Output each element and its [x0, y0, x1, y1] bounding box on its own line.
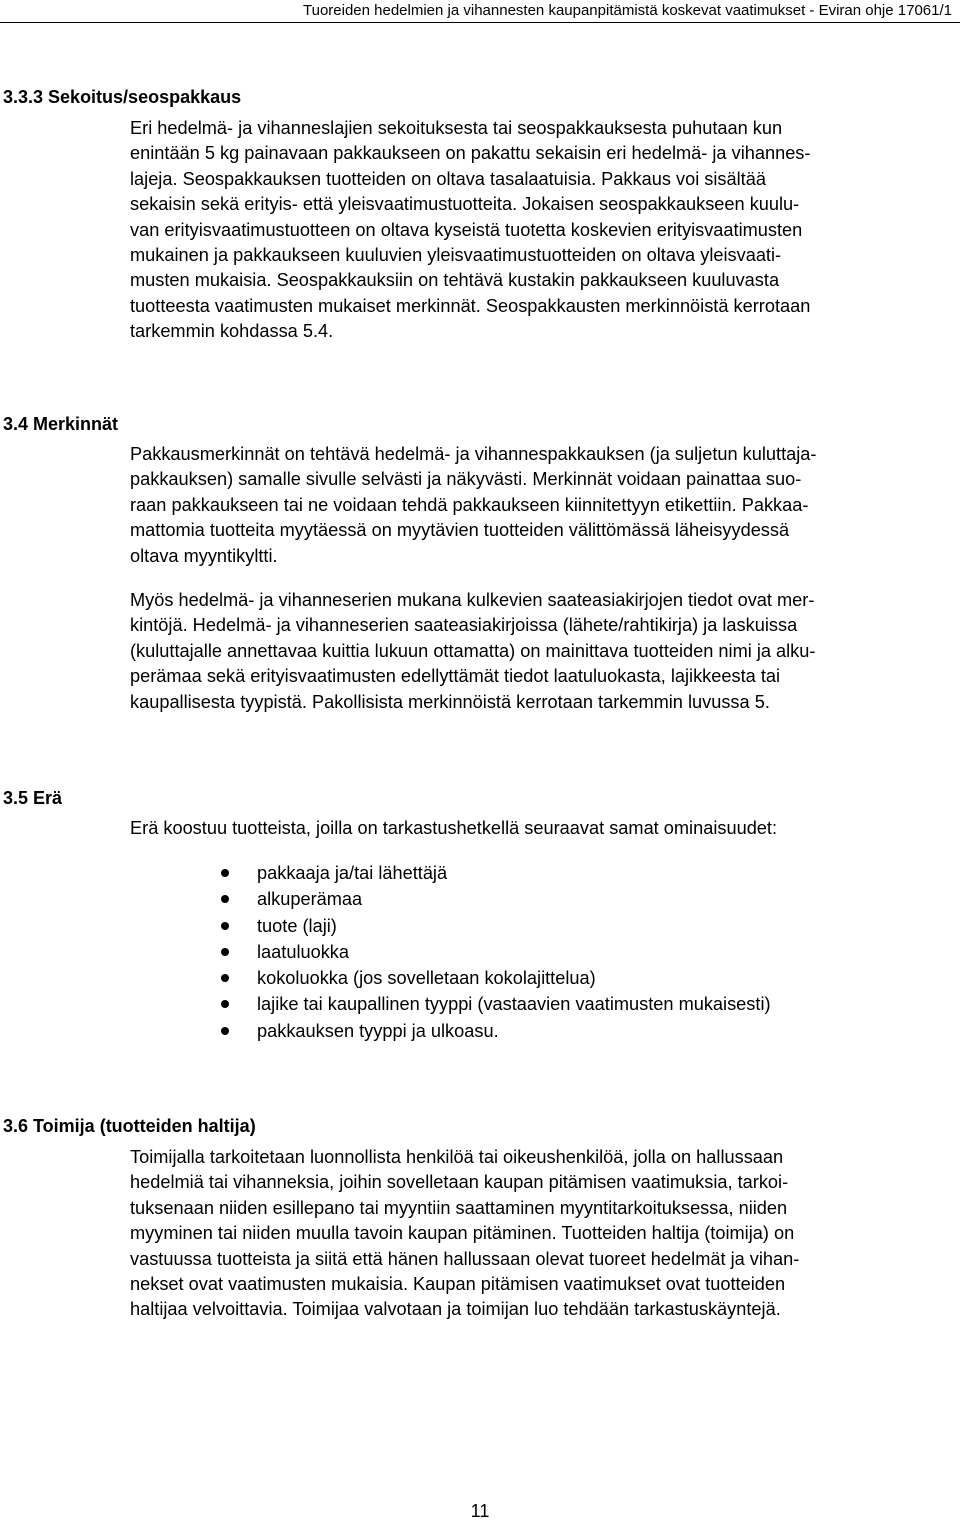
- section-intro-3-5: [130, 816, 952, 841]
- text-line: sekaisin sekä erityis- että yleisvaatimustuotteita. Jokaisen seospakkaukseen kuulu-: [130, 194, 800, 215]
- text-line: tarkemmin kohdassa 5.4.: [130, 321, 334, 342]
- bullet-icon: [221, 869, 229, 877]
- text-line: vastuussa tuotteista ja siitä että hänen hallussaan olevat tuoreet hedelmät ja vihan-: [130, 1248, 800, 1269]
- list-item-text: pakkauksen tyyppi ja ulkoasu.: [257, 1020, 499, 1041]
- section-heading-3-3-3: 3.3.3 Sekoitus/seospakkaus: [3, 87, 242, 107]
- text-line: lajeja. Seospakkauksen tuotteiden on oltava tasalaatuisia. Pakkaus voi sisältää: [130, 168, 766, 189]
- section-body-3-4-paragraph-1: [130, 442, 952, 569]
- text-line: kaupallisesta tyypistä. Pakollisista merkinnöistä kerrotaan tarkemmin luvussa 5.: [130, 691, 770, 712]
- running-header-title: Tuoreiden hedelmien ja vihannesten kaupanpitämistä koskevat vaatimukset - Eviran ohje 17061/1: [303, 2, 952, 19]
- list-item: [130, 1018, 930, 1044]
- text-line: pakkauksen) samalle sivulle selvästi ja näkyvästi. Merkinnät voidaan painattaa suo-: [130, 469, 802, 490]
- list-item: [130, 939, 930, 965]
- text-line: Erä koostuu tuotteista, joilla on tarkastushetkellä seuraavat samat ominaisuudet:: [130, 818, 778, 838]
- text-line: van erityisvaatimustuotteen on oltava kyseistä tuotetta koskevien erityisvaatimusten: [130, 219, 803, 240]
- text-line: nekset ovat vaatimusten mukaisia. Kaupan pitämisen vaatimukset ovat tuotteiden: [130, 1274, 786, 1295]
- list-item-text: lajike tai kaupallinen tyyppi (vastaavien vaatimusten mukaisesti): [257, 994, 771, 1015]
- text-line: Toimijalla tarkoitetaan luonnollista henkilöä tai oikeushenkilöä, jolla on hallussaan: [130, 1147, 784, 1167]
- section-body-3-4-paragraph-2: [130, 588, 952, 715]
- bullet-icon: [221, 948, 229, 956]
- text-line: mukainen ja pakkaukseen kuuluvien yleisvaatimustuotteiden on oltava yleisvaati-: [130, 245, 782, 266]
- page-number: 11: [470, 1501, 490, 1521]
- text-line: tuotteesta vaatimusten mukaiset merkinnät. Seospakkausten merkinnöistä kerrotaan: [130, 295, 811, 316]
- text-line: tuksenaan niiden esillepano tai myyntiin saattaminen myyntitarkoituksessa, niiden: [130, 1197, 788, 1218]
- section-heading-3-6: 3.6 Toimija (tuotteiden haltija): [3, 1116, 256, 1136]
- section-heading-3-5: 3.5 Erä: [3, 788, 63, 808]
- characteristics-list: [130, 860, 930, 1044]
- text-line: Pakkausmerkinnät on tehtävä hedelmä- ja vihannespakkauksen (ja suljetun kuluttaja-: [130, 444, 817, 464]
- text-line: Myös hedelmä- ja vihanneserien mukana kulkevien saateasiakirjojen tiedot ovat mer-: [130, 590, 815, 610]
- text-line: perämaa sekä erityisvaatimusten edellyttämät tiedot laatuluokasta, lajikkeesta tai: [130, 666, 781, 687]
- bullet-icon: [221, 1000, 229, 1008]
- text-line: (kuluttajalle annettavaa kuittia lukuun ottamatta) on mainittava tuotteiden nimi ja alku-: [130, 640, 816, 661]
- list-item: [130, 991, 930, 1017]
- list-item-text: pakkaaja ja/tai lähettäjä: [257, 863, 448, 883]
- list-item-text: kokoluokka (jos sovelletaan kokolajittelua): [257, 968, 596, 989]
- bullet-icon: [221, 922, 229, 930]
- list-item: [130, 886, 930, 912]
- text-line: myyminen tai niiden muulla tavoin kaupan pitäminen. Tuotteiden haltija (toimija) on: [130, 1223, 795, 1244]
- text-line: haltijaa velvoittavia. Toimijaa valvotaan ja toimijan luo tehdään tarkastuskäyntejä.: [130, 1299, 781, 1320]
- running-header: [0, 0, 960, 23]
- list-item-text: alkuperämaa: [257, 889, 363, 910]
- section-body-3-3-3: [130, 116, 952, 345]
- text-line: oltava myyntikyltti.: [130, 545, 278, 566]
- list-item-text: tuote (laji): [257, 915, 337, 936]
- section-body-3-6: [130, 1145, 952, 1323]
- bullet-icon: [221, 974, 229, 982]
- text-line: mattomia tuotteita myytäessä on myytävien tuotteiden välittömässä läheisyydessä: [130, 520, 790, 541]
- list-item: [130, 860, 930, 886]
- text-line: musten mukaisia. Seospakkauksiin on tehtävä kustakin pakkaukseen kuuluvasta: [130, 270, 780, 291]
- bullet-icon: [221, 895, 229, 903]
- text-line: Eri hedelmä- ja vihanneslajien sekoituksesta tai seospakkauksesta puhutaan kun: [130, 118, 783, 138]
- bullet-icon: [221, 1027, 229, 1035]
- text-line: hedelmiä tai vihanneksia, joihin sovelletaan kaupan pitämisen vaatimuksia, tarkoi-: [130, 1172, 789, 1193]
- text-line: enintään 5 kg painavaan pakkaukseen on pakattu sekaisin eri hedelmä- ja vihannes-: [130, 143, 811, 164]
- text-line: kintöjä. Hedelmä- ja vihanneserien saateasiakirjoissa (lähete/rahtikirja) ja laskuissa: [130, 615, 798, 636]
- text-line: raan pakkaukseen tai ne voidaan tehdä pakkaukseen kiinnitettyyn etikettiin. Pakkaa-: [130, 494, 809, 515]
- list-item: [130, 913, 930, 939]
- list-item-text: laatuluokka: [257, 941, 350, 962]
- section-heading-3-4: 3.4 Merkinnät: [3, 414, 119, 434]
- list-item: [130, 965, 930, 991]
